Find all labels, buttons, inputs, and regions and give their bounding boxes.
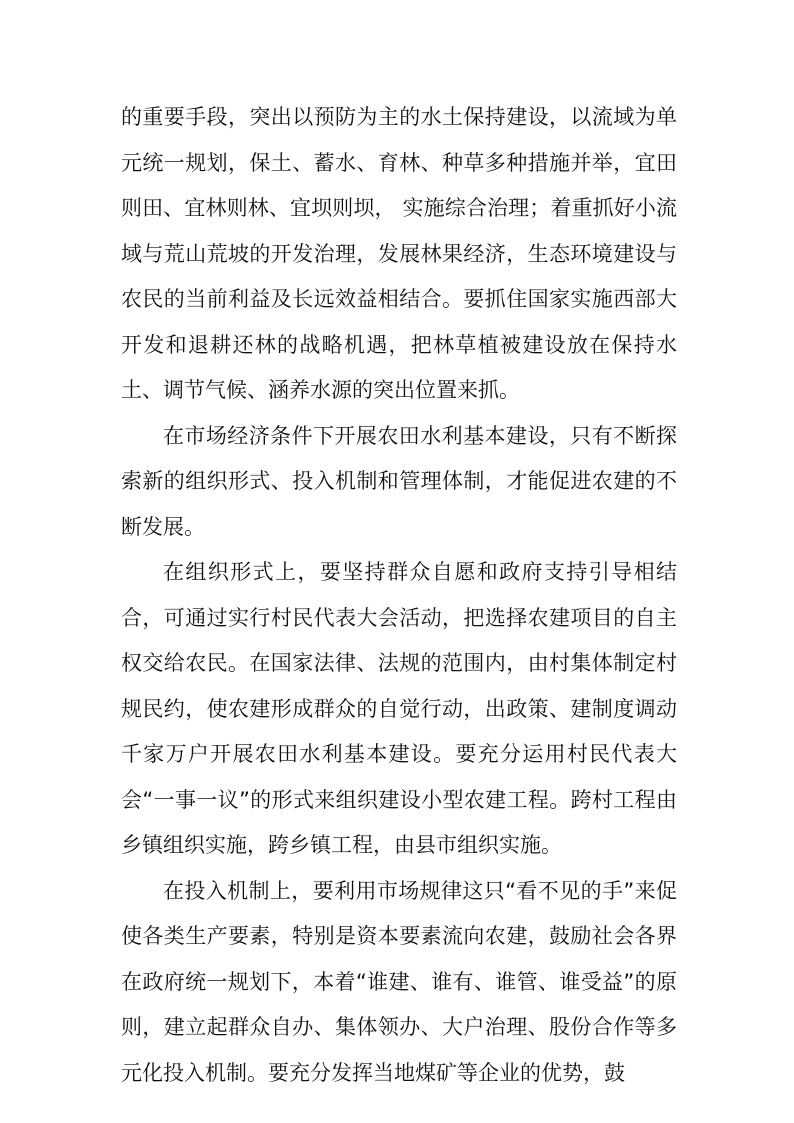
paragraph: 在市场经济条件下开展农田水利基本建设，只有不断探索新的组织形式、投入机制和管理体制，才能促进农建的不断发展。 [121,423,677,539]
paragraph: 在组织形式上，要坚持群众自愿和政府支持引导相结合，可通过实行村民代表大会活动，把选择农建项目的自主权交给农民。在国家法律、法规的范围内，由村集体制定村规民约，使农建形成群众的自觉行动，出政策、建制度调动千家万户开展农田水利基本建设。要充分运用村民代表大会“一事一议”的形式来组织建设小型农建工程。跨村工程由乡镇组织实施，跨乡镇工程，由县市组织实施。 [121,560,677,857]
body-text [121,95,677,1096]
paragraph: 的重要手段，突出以预防为主的水土保持建设，以流域为单元统一规划，保土、蓄水、育林、种草多种措施并举，宜田则田、宜林则林、宜坝则坝， 实施综合治理；着重抓好小流域与荒山荒坡的开发治理，发展林果经济，生态环境建设与农民的当前利益及长远效益相结合。要抓住国家实施西部大开发和退耕还林的战略机遇，把林草植被建设放在保持水土、调节气候、涵养水源的突出位置来抓。 [121,105,677,402]
paragraph: 在投入机制上，要利用市场规律这只“看不见的手”来促使各类生产要素，特别是资本要素流向农建，鼓励社会各界在政府统一规划下，本着“谁建、谁有、谁管、谁受益”的原则，建立起群众自办、集体领办、大户治理、股份合作等多元化投入机制。要充分发挥当地煤矿等企业的优势，鼓 [121,878,677,1085]
